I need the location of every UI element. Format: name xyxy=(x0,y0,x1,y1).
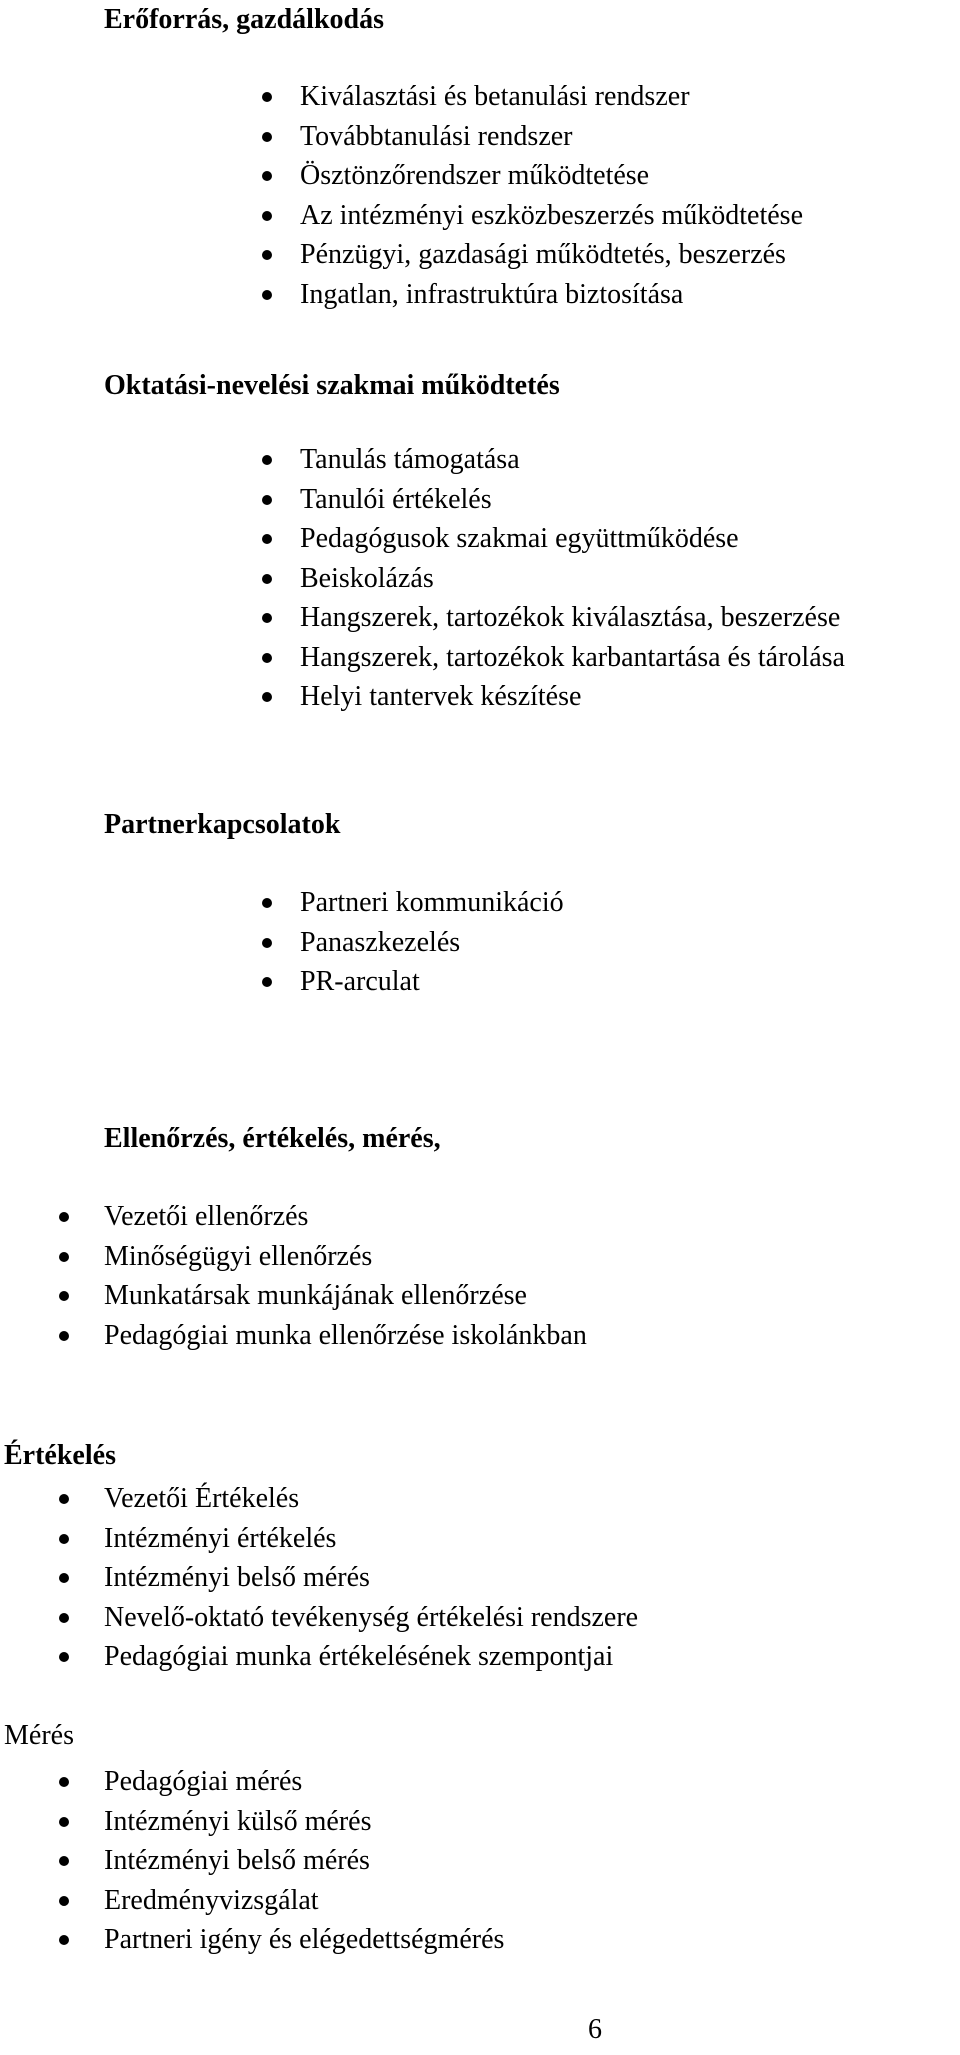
list-meres xyxy=(104,1762,504,1960)
bullet-icon xyxy=(262,613,272,623)
bullet-icon xyxy=(59,1573,69,1583)
list-item: Pedagógusok szakmai együttműködése xyxy=(300,519,845,559)
list-ellenorzes xyxy=(104,1197,587,1355)
bullet-icon xyxy=(262,211,272,221)
bullet-icon xyxy=(262,132,272,142)
list-item: Beiskolázás xyxy=(300,559,845,599)
bullet-icon xyxy=(262,898,272,908)
list-item: Panaszkezelés xyxy=(300,923,564,963)
list-item: Partneri kommunikáció xyxy=(300,883,564,923)
page-number: 6 xyxy=(588,2014,602,2045)
list-item: Intézményi külső mérés xyxy=(104,1802,504,1842)
list-item: Kiválasztási és betanulási rendszer xyxy=(300,77,803,117)
bullet-icon xyxy=(262,290,272,300)
bullet-icon xyxy=(59,1252,69,1262)
list-item: Intézményi belső mérés xyxy=(104,1558,638,1598)
bullet-icon xyxy=(59,1331,69,1341)
list-item: Intézményi értékelés xyxy=(104,1519,638,1559)
list-item: Tanulói értékelés xyxy=(300,480,845,520)
list-item: Tanulás támogatása xyxy=(300,440,845,480)
list-item: Pedagógiai mérés xyxy=(104,1762,504,1802)
list-item: Munkatársak munkájának ellenőrzése xyxy=(104,1276,587,1316)
list-eroforras xyxy=(300,77,803,314)
list-item: Az intézményi eszközbeszerzés működtetése xyxy=(300,196,803,236)
heading-partnerkapcsolatok: Partnerkapcsolatok xyxy=(104,809,341,840)
list-item: Nevelő-oktató tevékenység értékelési rendszere xyxy=(104,1598,638,1638)
bullet-icon xyxy=(59,1494,69,1504)
bullet-icon xyxy=(262,455,272,465)
list-ertekeles xyxy=(104,1479,638,1677)
list-partnerkapcsolatok xyxy=(300,883,564,1002)
list-item: Intézményi belső mérés xyxy=(104,1841,504,1881)
list-oktatasi xyxy=(300,440,845,717)
heading-meres: Mérés xyxy=(4,1720,74,1751)
list-item: Eredményvizsgálat xyxy=(104,1881,504,1921)
list-item: Pedagógiai munka értékelésének szempontjai xyxy=(104,1637,638,1677)
list-item: Vezetői Értékelés xyxy=(104,1479,638,1519)
bullet-icon xyxy=(262,495,272,505)
bullet-icon xyxy=(59,1896,69,1906)
bullet-icon xyxy=(262,171,272,181)
bullet-icon xyxy=(59,1613,69,1623)
bullet-icon xyxy=(262,574,272,584)
bullet-icon xyxy=(262,250,272,260)
list-item: Partneri igény és elégedettségmérés xyxy=(104,1920,504,1960)
bullet-icon xyxy=(59,1777,69,1787)
bullet-icon xyxy=(262,653,272,663)
list-item: Hangszerek, tartozékok kiválasztása, beszerzése xyxy=(300,598,845,638)
list-item: Helyi tantervek készítése xyxy=(300,677,845,717)
list-item: Ösztönzőrendszer működtetése xyxy=(300,156,803,196)
list-item: Pedagógiai munka ellenőrzése iskolánkban xyxy=(104,1316,587,1356)
bullet-icon xyxy=(59,1817,69,1827)
bullet-icon xyxy=(262,977,272,987)
bullet-icon xyxy=(262,692,272,702)
bullet-icon xyxy=(59,1534,69,1544)
list-item: Pénzügyi, gazdasági működtetés, beszerzés xyxy=(300,235,803,275)
list-item: Továbbtanulási rendszer xyxy=(300,117,803,157)
list-item: Minőségügyi ellenőrzés xyxy=(104,1237,587,1277)
list-item: PR-arculat xyxy=(300,962,564,1002)
bullet-icon xyxy=(59,1291,69,1301)
bullet-icon xyxy=(59,1935,69,1945)
bullet-icon xyxy=(262,534,272,544)
bullet-icon xyxy=(59,1212,69,1222)
bullet-icon xyxy=(59,1856,69,1866)
heading-ellenorzes: Ellenőrzés, értékelés, mérés, xyxy=(104,1123,441,1154)
heading-eroforras: Erőforrás, gazdálkodás xyxy=(104,4,384,35)
heading-ertekeles: Értékelés xyxy=(4,1440,116,1471)
list-item: Ingatlan, infrastruktúra biztosítása xyxy=(300,275,803,315)
heading-oktatasi: Oktatási-nevelési szakmai működtetés xyxy=(104,370,560,401)
bullet-icon xyxy=(59,1652,69,1662)
list-item: Hangszerek, tartozékok karbantartása és tárolása xyxy=(300,638,845,678)
bullet-icon xyxy=(262,938,272,948)
list-item: Vezetői ellenőrzés xyxy=(104,1197,587,1237)
bullet-icon xyxy=(262,92,272,102)
